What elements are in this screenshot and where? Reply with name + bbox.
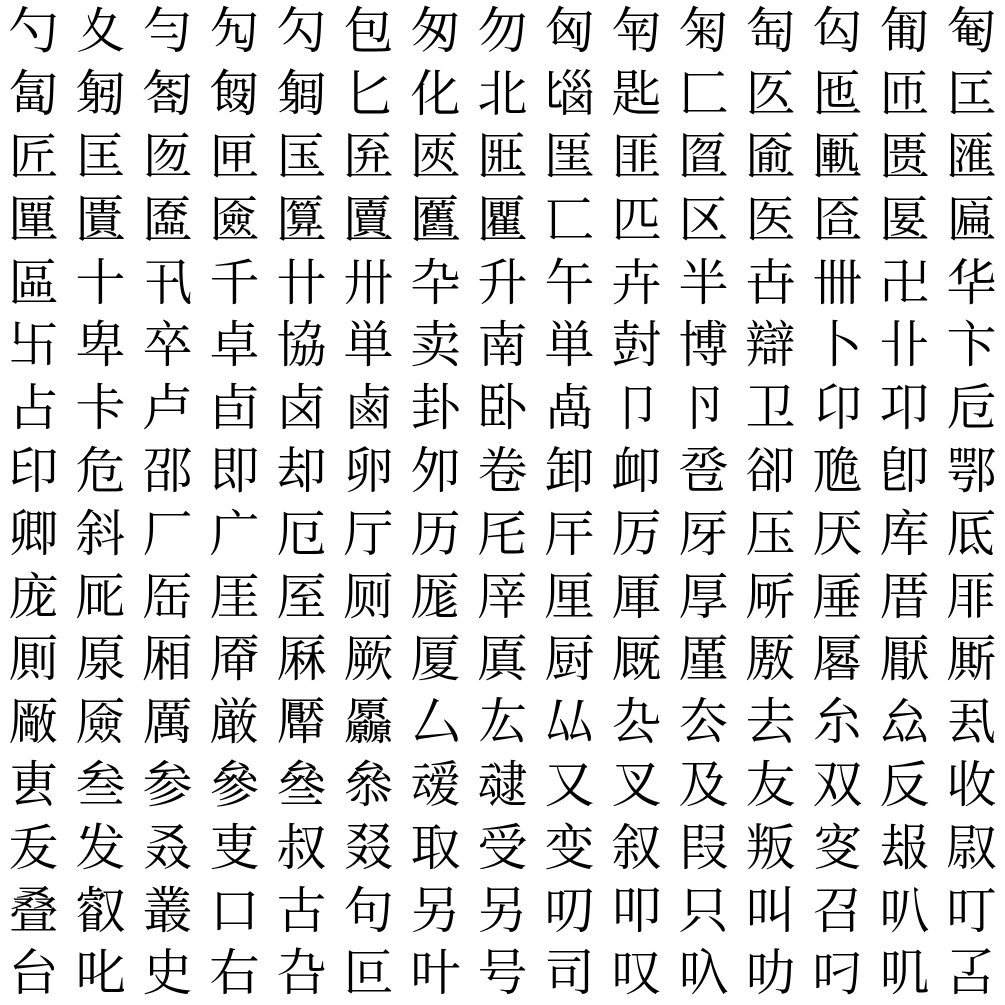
glyph-cell: 右 (209, 944, 260, 1003)
glyph-cell: 匠 (8, 127, 59, 186)
glyph-cell: 匬 (745, 127, 796, 186)
glyph-cell: 卉 (611, 253, 662, 312)
glyph-cell: 匍 (879, 2, 930, 61)
glyph-cell: 鹵 (343, 379, 394, 438)
glyph-cell: 厈 (544, 504, 595, 563)
glyph-cell: 尌 (611, 316, 662, 375)
glyph-cell: 叭 (879, 881, 930, 940)
glyph-cell: 厜 (812, 567, 863, 626)
glyph-cell: 厞 (946, 567, 997, 626)
glyph-cell: 匶 (410, 190, 461, 249)
glyph-cell: 古 (276, 881, 327, 940)
glyph-cell: 厊 (678, 504, 729, 563)
glyph-cell: 卺 (678, 441, 729, 500)
glyph-cell: 厉 (611, 504, 662, 563)
glyph-cell: 友 (745, 755, 796, 814)
glyph-cell: 卄 (276, 253, 327, 312)
glyph-cell: 叛 (745, 818, 796, 877)
glyph-cell: 卒 (142, 316, 193, 375)
glyph-cell: 匜 (812, 65, 863, 124)
glyph-cell: 勻 (142, 2, 193, 61)
glyph-cell: 厡 (75, 630, 126, 689)
glyph-cell: 匸 (544, 190, 595, 249)
glyph-cell: 叀 (8, 755, 59, 814)
glyph-cell: 卽 (879, 441, 930, 500)
glyph-cell: 即 (209, 441, 260, 500)
glyph-cell: 叮 (946, 881, 997, 940)
glyph-cell: 卜 (812, 316, 863, 375)
glyph-cell: 厧 (477, 630, 528, 689)
glyph-cell: 匋 (745, 2, 796, 61)
glyph-cell: 厭 (879, 630, 930, 689)
glyph-cell: 卓 (209, 316, 260, 375)
glyph-cell: 厚 (678, 567, 729, 626)
glyph-cell: 叉 (611, 755, 662, 814)
glyph-cell: 危 (75, 441, 126, 500)
glyph-cell: 匚 (678, 65, 729, 124)
glyph-cell: 叹 (611, 944, 662, 1003)
glyph-cell: 厗 (477, 567, 528, 626)
glyph-cell: 匔 (276, 65, 327, 124)
glyph-cell: 博 (678, 316, 729, 375)
glyph-cell: 匓 (209, 65, 260, 124)
glyph-cell: 厮 (946, 630, 997, 689)
glyph-cell: 叆 (410, 755, 461, 814)
glyph-cell: 卝 (879, 316, 930, 375)
glyph-cell: 単 (544, 316, 595, 375)
glyph-cell: 厷 (477, 693, 528, 752)
glyph-cell: 匃 (812, 2, 863, 61)
glyph-cell: 压 (745, 504, 796, 563)
glyph-cell: 匧 (410, 127, 461, 186)
glyph-cell: 叴 (276, 944, 327, 1003)
glyph-cell: 匢 (142, 127, 193, 186)
glyph-cell: 召 (812, 881, 863, 940)
glyph-cell: 匵 (343, 190, 394, 249)
glyph-cell: 台 (8, 944, 59, 1003)
glyph-cell: 卸 (544, 441, 595, 500)
glyph-cell: 厣 (209, 630, 260, 689)
glyph-cell: 勺 (8, 2, 59, 61)
glyph-cell: 斜 (75, 504, 126, 563)
glyph-cell: 匆 (410, 2, 461, 61)
glyph-cell: 印 (8, 441, 59, 500)
glyph-cell: 勿 (477, 2, 528, 61)
glyph-cell: 叾 (946, 944, 997, 1003)
glyph-cell: 取 (410, 818, 461, 877)
glyph-cell: 厹 (611, 693, 662, 752)
glyph-cell: 叝 (879, 818, 930, 877)
glyph-cell: 卮 (946, 379, 997, 438)
glyph-cell: 辯 (745, 316, 796, 375)
glyph-cell: 匽 (879, 190, 930, 249)
glyph-cell: 华 (946, 253, 997, 312)
glyph-cell: 南 (477, 316, 528, 375)
glyph-cell: 卹 (611, 441, 662, 500)
glyph-cell: 匛 (745, 65, 796, 124)
glyph-cell: 卆 (410, 253, 461, 312)
glyph-cell: 厌 (812, 504, 863, 563)
glyph-cell: 反 (879, 755, 930, 814)
glyph-cell: 变 (544, 818, 595, 877)
glyph-cell: 厺 (678, 693, 729, 752)
glyph-cell: 厓 (209, 567, 260, 626)
glyph-cell: 匼 (812, 190, 863, 249)
glyph-cell: 厢 (142, 630, 193, 689)
glyph-cell: 卷 (477, 441, 528, 500)
glyph-cell: 単 (343, 316, 394, 375)
glyph-cell: 匷 (477, 190, 528, 249)
glyph-cell: 及 (678, 755, 729, 814)
glyph-cell: 叐 (8, 818, 59, 877)
glyph-cell: 匹 (611, 190, 662, 249)
glyph-cell: 医 (745, 190, 796, 249)
glyph-cell: 双 (812, 755, 863, 814)
glyph-cell: 司 (544, 944, 595, 1003)
glyph-cell: 卞 (946, 316, 997, 375)
glyph-cell: 口 (209, 881, 260, 940)
glyph-cell: 厇 (477, 504, 528, 563)
glyph-cell: 占 (8, 379, 59, 438)
glyph-cell: 匡 (75, 127, 126, 186)
glyph-cell: 厸 (544, 693, 595, 752)
glyph-cell: 邵 (142, 441, 193, 500)
glyph-cell: 半 (678, 253, 729, 312)
glyph-cell: 北 (477, 65, 528, 124)
glyph-cell: 叇 (477, 755, 528, 814)
glyph-cell: 卵 (343, 441, 394, 500)
glyph-cell: 叢 (142, 881, 193, 940)
glyph-cell: 厩 (611, 630, 662, 689)
glyph-cell: 叵 (343, 944, 394, 1003)
glyph-cell: 厙 (611, 567, 662, 626)
glyph-cell: 匫 (678, 127, 729, 186)
glyph-cell: 叅 (343, 755, 394, 814)
glyph-cell: 包 (343, 2, 394, 61)
glyph-cell: 叫 (745, 881, 796, 940)
glyph-cell: 匱 (75, 190, 126, 249)
glyph-cell: 厪 (678, 630, 729, 689)
glyph-cell: 号 (477, 944, 528, 1003)
glyph-cell: 厲 (142, 693, 193, 752)
glyph-cell: 厾 (946, 693, 997, 752)
glyph-cell: 卿 (8, 504, 59, 563)
glyph-cell: 厂 (142, 504, 193, 563)
glyph-cell: 卤 (276, 379, 327, 438)
glyph-cell: 受 (477, 818, 528, 877)
glyph-cell: 叼 (812, 944, 863, 1003)
glyph-cell: 匯 (946, 127, 997, 186)
glyph-cell: 匲 (142, 190, 193, 249)
glyph-cell: 庞 (8, 567, 59, 626)
glyph-cell: 卻 (745, 441, 796, 500)
glyph-cell: 库 (879, 504, 930, 563)
glyph-cell: 匾 (946, 190, 997, 249)
glyph-cell: 厕 (343, 567, 394, 626)
glyph-cell: 只 (678, 881, 729, 940)
glyph-cell: 厄 (276, 504, 327, 563)
glyph-cell: 匳 (209, 190, 260, 249)
glyph-cell: 夘 (410, 441, 461, 500)
glyph-cell: 厤 (276, 630, 327, 689)
glyph-cell: 又 (544, 755, 595, 814)
glyph-cell: 句 (343, 881, 394, 940)
glyph-cell: 却 (276, 441, 327, 500)
glyph-cell: 另 (410, 881, 461, 940)
glyph-cell: 匉 (611, 2, 662, 61)
glyph-cell: 厫 (745, 630, 796, 689)
glyph-cell: 匐 (8, 65, 59, 124)
glyph-cell: 叜 (812, 818, 863, 877)
glyph-cell: 叻 (745, 944, 796, 1003)
glyph-cell: 叶 (410, 944, 461, 1003)
glyph-cell: 厑 (75, 567, 126, 626)
glyph-cell: 去 (745, 693, 796, 752)
glyph-cell: 匙 (611, 65, 662, 124)
glyph-cell: 叙 (611, 818, 662, 877)
glyph-cell: 卋 (745, 253, 796, 312)
glyph-cell: 十 (75, 253, 126, 312)
glyph-cell: 匮 (879, 127, 930, 186)
glyph-cell: 发 (75, 818, 126, 877)
glyph-cell: 叚 (678, 818, 729, 877)
glyph-cell: 卼 (812, 441, 863, 500)
glyph-cell: 匎 (946, 2, 997, 61)
glyph-cell: 匭 (812, 127, 863, 186)
glyph-cell: 夊 (75, 2, 126, 61)
glyph-cell: 厨 (544, 630, 595, 689)
glyph-cell: 厽 (879, 693, 930, 752)
glyph-cell: 匈 (544, 2, 595, 61)
glyph-cell: 卌 (812, 253, 863, 312)
glyph-cell: 千 (209, 253, 260, 312)
glyph-cell: 卂 (142, 253, 193, 312)
glyph-cell: 厎 (946, 504, 997, 563)
glyph-cell: 卣 (209, 379, 260, 438)
glyph-cell: 史 (142, 944, 193, 1003)
glyph-cell: 厱 (75, 693, 126, 752)
glyph-cell: 鄂 (946, 441, 997, 500)
glyph-cell: 卨 (544, 379, 595, 438)
glyph-cell: 厠 (8, 630, 59, 689)
glyph-cell: 匥 (343, 127, 394, 186)
glyph-cell: 卡 (75, 379, 126, 438)
glyph-cell: 匑 (75, 65, 126, 124)
glyph-cell: 厰 (8, 693, 59, 752)
glyph-cell: 厦 (410, 630, 461, 689)
glyph-cell: 叨 (544, 881, 595, 940)
glyph-cell: 厝 (879, 567, 930, 626)
glyph-cell: 叒 (142, 818, 193, 877)
glyph-cell: 匝 (879, 65, 930, 124)
glyph-cell: 卑 (75, 316, 126, 375)
glyph-cell: 叞 (946, 818, 997, 877)
glyph-cell: 厼 (812, 693, 863, 752)
glyph-cell: 厥 (343, 630, 394, 689)
glyph-cell: 叓 (209, 818, 260, 877)
glyph-cell: 叕 (343, 818, 394, 877)
glyph-cell: 卦 (410, 379, 461, 438)
glyph-cell: 匒 (142, 65, 193, 124)
glyph-cell: 化 (410, 65, 461, 124)
glyph-cell: 匩 (544, 127, 595, 186)
glyph-cell: 卬 (812, 379, 863, 438)
glyph-cell: 叽 (879, 944, 930, 1003)
glyph-cell: 卩 (611, 379, 662, 438)
glyph-cell: 叔 (276, 818, 327, 877)
glyph-cell: 厔 (276, 567, 327, 626)
glyph-cell: 卢 (142, 379, 193, 438)
glyph-cell: 收 (946, 755, 997, 814)
glyph-cell: 匕 (343, 65, 394, 124)
glyph-cell: 叩 (611, 881, 662, 940)
glyph-cell: 卖 (410, 316, 461, 375)
glyph-cell: 历 (410, 504, 461, 563)
glyph-cell: 卧 (477, 379, 528, 438)
glyph-cell: 厬 (812, 630, 863, 689)
glyph-cell: 午 (544, 253, 595, 312)
glyph-cell: 另 (477, 881, 528, 940)
glyph-cell: 匴 (276, 190, 327, 249)
glyph-cell: 区 (678, 190, 729, 249)
glyph-cell: 厳 (209, 693, 260, 752)
glyph-cell: 參 (209, 755, 260, 814)
glyph-cell: 卫 (745, 379, 796, 438)
glyph-cell: 匣 (209, 127, 260, 186)
glyph-cell: 厴 (276, 693, 327, 752)
glyph-cell: 参 (142, 755, 193, 814)
glyph-cell: 區 (8, 253, 59, 312)
glyph-cell: 匞 (946, 65, 997, 124)
glyph-cell: 厒 (142, 567, 193, 626)
glyph-cell: 卅 (343, 253, 394, 312)
glyph-cell: 厵 (343, 693, 394, 752)
glyph-cell: 升 (477, 253, 528, 312)
glyph-cell: 卭 (879, 379, 930, 438)
glyph-cell: 厅 (343, 504, 394, 563)
glyph-cell: 厖 (410, 567, 461, 626)
glyph-cell: 匰 (8, 190, 59, 249)
glyph-cell: 勼 (209, 2, 260, 61)
glyph-cell: 厘 (544, 567, 595, 626)
glyph-cell: 广 (209, 504, 260, 563)
glyph-cell: 叱 (75, 944, 126, 1003)
glyph-cell: 叡 (75, 881, 126, 940)
glyph-cell: 匘 (544, 65, 595, 124)
glyph-cell: 厛 (745, 567, 796, 626)
glyph-cell: 卐 (8, 316, 59, 375)
glyph-cell: 厶 (410, 693, 461, 752)
glyph-cell: 卍 (879, 253, 930, 312)
glyph-cell: 叁 (75, 755, 126, 814)
glyph-cell: 匨 (477, 127, 528, 186)
glyph-cell: 匤 (276, 127, 327, 186)
glyph-cell: 叄 (276, 755, 327, 814)
glyph-cell: 叺 (678, 944, 729, 1003)
glyph-cell: 卪 (678, 379, 729, 438)
glyph-cell: 匊 (678, 2, 729, 61)
glyph-cell: 匪 (611, 127, 662, 186)
glyph-cell: 叠 (8, 881, 59, 940)
glyph-cell: 勽 (276, 2, 327, 61)
glyph-cell: 協 (276, 316, 327, 375)
